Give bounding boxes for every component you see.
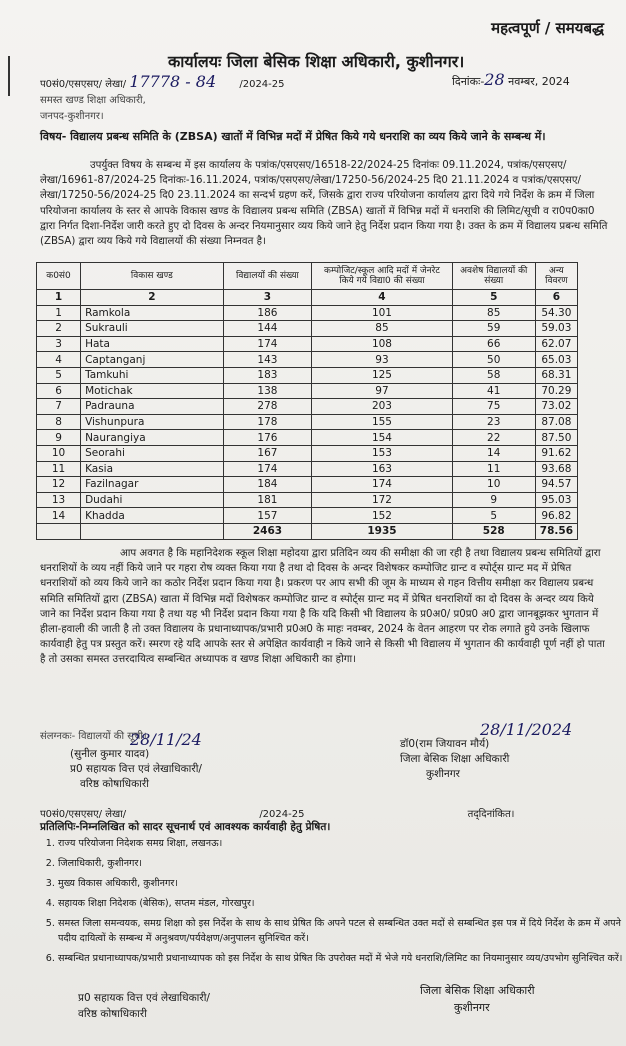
- table-cell: 278: [223, 399, 312, 415]
- table-cell: Tamkuhi: [81, 367, 224, 383]
- col-num: 4: [312, 290, 452, 306]
- table-cell: Padrauna: [81, 399, 224, 415]
- table-cell: 11: [37, 461, 81, 477]
- sig-left-name: (सुनील कुमार यादव): [70, 748, 150, 760]
- table-cell: 3: [37, 336, 81, 352]
- ref-prefix: प0सं0/एसएसए/ लेखा/: [40, 79, 127, 90]
- ref2-prefix: प0सं0/एसएसए/ लेखा/: [40, 809, 127, 820]
- table-cell: 174: [223, 461, 312, 477]
- total-cell: 2463: [223, 523, 312, 539]
- table-cell: 70.29: [535, 383, 577, 399]
- table-cell: 176: [223, 430, 312, 446]
- table-cell: 87.08: [535, 414, 577, 430]
- table-cell: 2: [37, 321, 81, 337]
- table-cell: 181: [223, 492, 312, 508]
- table-cell: 58: [452, 367, 535, 383]
- footer-right-line1: जिला बेसिक शिक्षा अधिकारी: [420, 984, 535, 997]
- table-cell: Fazilnagar: [81, 477, 224, 493]
- table-cell: 5: [452, 508, 535, 524]
- table-cell: 22: [452, 430, 535, 446]
- table-cell: 184: [223, 477, 312, 493]
- table-cell: 87.50: [535, 430, 577, 446]
- header-block: विकास खण्ड: [81, 263, 224, 290]
- table-cell: 93: [312, 352, 452, 368]
- list-item: 1. राज्य परियोजना निदेशक समग्र शिक्षा, लखनऊ।: [58, 836, 626, 851]
- table-cell: 8: [37, 414, 81, 430]
- table-cell: 10: [37, 445, 81, 461]
- table-cell: Kasia: [81, 461, 224, 477]
- table-cell: 93.68: [535, 461, 577, 477]
- col-num: 1: [37, 290, 81, 306]
- table-cell: Vishunpura: [81, 414, 224, 430]
- intro-paragraph: उपर्युक्त विषय के सम्बन्ध में इस कार्यालय के पत्रांक/एसएसए/16518-22/2024-25 दिनांकः 09.11.2024, पत्रांक/एसएसए/लेखा/16961-87/2024-25 दिनांकः-16.11.2024, पत्रांक/एसएसए/लेखा/17250-56/2024-25 दि0 21.11.2024 व पत्रांक/एसएसए/लेखा/17250-56/2024-25 दि0 23.11.2024 का सन्दर्भ ग्रहण करें, जिसके द्वारा राज्य परियोजना कार्यालय द्वारा दिये गये निर्देश के क्रम में जिला परियोजना कार्यालय के स्तर से आपके विकास खण्ड के विद्यालय प्रबन्ध समिति (ZBSA) खातों में विभिन्न मदों में धनराशि की लिमिट/सूची व रा0प0का0 द्वारा निर्गत दिशा-निर्देश जारी करते हुए दो दिवस के अन्दर नियमानुसार व्यय किये जाने हेतु निर्देश प्रदान किया गया है। उक्त के क्रम में विद्यालय प्रबन्ध समिति (ZBSA) द्वारा व्यय किये गये विद्यालयों की संख्या निम्नवत है।: [40, 160, 608, 248]
- table-cell: Seorahi: [81, 445, 224, 461]
- table-row: [37, 367, 578, 383]
- sig-right-name: डॉ0(राम जियावन मौर्य): [400, 738, 490, 750]
- table-cell: 155: [312, 414, 452, 430]
- total-cell: [81, 523, 224, 539]
- table-row: [37, 492, 578, 508]
- date-day: 28: [484, 70, 505, 89]
- table-cell: 91.62: [535, 445, 577, 461]
- copy-list: [40, 836, 626, 971]
- addressee-line1: समस्त खण्ड शिक्षा अधिकारी,: [40, 95, 146, 106]
- table-cell: Sukrauli: [81, 321, 224, 337]
- table-row: [37, 445, 578, 461]
- table-header-row: [37, 263, 578, 290]
- table-row: [37, 321, 578, 337]
- subject: विषय- विद्यालय प्रबन्ध समिति के (ZBSA) खातों में विभिन्न मदों में प्रेषित किये गये धनराशि का व्यय किये जाने के सम्बन्ध में।: [40, 130, 546, 143]
- table-cell: 167: [223, 445, 312, 461]
- table-cell: 65.03: [535, 352, 577, 368]
- col-num: 3: [223, 290, 312, 306]
- table-cell: 14: [452, 445, 535, 461]
- table-cell: 154: [312, 430, 452, 446]
- table-cell: 23: [452, 414, 535, 430]
- table-cell: 186: [223, 305, 312, 321]
- signature-right: [400, 720, 573, 782]
- table-cell: 4: [37, 352, 81, 368]
- sig-right-designation: जिला बेसिक शिक्षा अधिकारी: [400, 753, 510, 765]
- ref2-date: तद्‌दिनांकित।: [467, 809, 515, 820]
- ref-number: 17778 - 84: [129, 72, 217, 91]
- table-cell: 85: [452, 305, 535, 321]
- enclosure-note: संलग्नकः- विद्यालयों की सूची।: [40, 731, 147, 742]
- table-cell: 12: [37, 477, 81, 493]
- table-cell: Hata: [81, 336, 224, 352]
- reference-line-2: [40, 806, 514, 820]
- header-schools: विद्यालयों की संख्या: [223, 263, 312, 290]
- table-cell: 59.03: [535, 321, 577, 337]
- table-cell: 183: [223, 367, 312, 383]
- table-cell: 10: [452, 477, 535, 493]
- footer-right: [420, 982, 535, 1016]
- col-num: 6: [535, 290, 577, 306]
- table-cell: 73.02: [535, 399, 577, 415]
- table-cell: 66: [452, 336, 535, 352]
- sig-left-designation2: वरिष्ठ कोषाधिकारी: [80, 778, 149, 790]
- ref-suffix: /2024-25: [239, 79, 285, 90]
- table-cell: 97: [312, 383, 452, 399]
- header-generated: कम्पोजिट/स्कूल आदि मदों में जेनरेट किये गये विद्या0 की संख्या: [312, 263, 452, 290]
- table-row: [37, 383, 578, 399]
- list-item: 2. जिलाधिकारी, कुशीनगर।: [58, 856, 626, 871]
- copy-heading: प्रतिलिपिः-निम्नलिखित को सादर सूचनार्थ एवं आवश्यक कार्यवाही हेतु प्रेषित।: [40, 821, 331, 833]
- list-item: 5. समस्त जिला समन्वयक, समग्र शिक्षा को इस निर्देश के साथ के साथ प्रेषित कि अपने पटल से सम्बन्धित उक्त मदों से सम्बन्धित इस पत्र में दिये निर्देश के क्रम में अपने पदीय दायित्वों के सम्बन्ध में अनुश्रवण/पर्यवेक्षण/अनुपालन सुनिश्चित करें।: [58, 916, 626, 946]
- table-cell: 11: [452, 461, 535, 477]
- table-cell: 152: [312, 508, 452, 524]
- table-cell: 101: [312, 305, 452, 321]
- table-cell: 108: [312, 336, 452, 352]
- table-cell: 174: [312, 477, 452, 493]
- table-cell: Khadda: [81, 508, 224, 524]
- letter-date: [452, 70, 570, 89]
- table-cell: 203: [312, 399, 452, 415]
- sig-right-place: कुशीनगर: [426, 768, 460, 780]
- footer-left: [78, 990, 210, 1022]
- col-num: 5: [452, 290, 535, 306]
- table-cell: 9: [37, 430, 81, 446]
- date-suffix: नवम्बर, 2024: [508, 75, 570, 88]
- date-prefix: दिनांकः-: [452, 75, 485, 88]
- office-title: कार्यालयः जिला बेसिक शिक्षा अधिकारी, कुशीनगर।: [168, 52, 465, 71]
- table-cell: Motichak: [81, 383, 224, 399]
- table-cell: 143: [223, 352, 312, 368]
- total-cell: 1935: [312, 523, 452, 539]
- table-row: [37, 399, 578, 415]
- table-row: [37, 305, 578, 321]
- table-cell: 41: [452, 383, 535, 399]
- total-cell: [37, 523, 81, 539]
- table-cell: 1: [37, 305, 81, 321]
- sig-left-handwritten-date: 28/11/24: [130, 730, 202, 749]
- table-cell: 54.30: [535, 305, 577, 321]
- header-remaining: अवशेष विद्यालयों की संख्या: [452, 263, 535, 290]
- addressee-line2: जनपद-कुशीनगर।: [40, 111, 104, 122]
- table-row: [37, 430, 578, 446]
- footer-right-line2: कुशीनगर: [454, 1001, 490, 1014]
- table-cell: Captanganj: [81, 352, 224, 368]
- column-number-row: [37, 290, 578, 306]
- table-cell: 96.82: [535, 508, 577, 524]
- table-cell: 75: [452, 399, 535, 415]
- list-item: 6. सम्बन्धित प्रधानाध्यापक/प्रभारी प्रधानाध्यापक को इस निर्देश के साथ प्रेषित कि उपरोक्त मदों में भेजे गये धनराशि/लिमिट का नियमानुसार व्यय/उपभोग सुनिश्चित करें।: [58, 951, 626, 966]
- table-cell: 14: [37, 508, 81, 524]
- table-cell: 94.57: [535, 477, 577, 493]
- table-cell: 174: [223, 336, 312, 352]
- table-row: [37, 336, 578, 352]
- table-cell: 138: [223, 383, 312, 399]
- table-row: [37, 508, 578, 524]
- table-cell: 6: [37, 383, 81, 399]
- table-cell: 62.07: [535, 336, 577, 352]
- sig-right-handwritten-date: 28/11/2024: [480, 720, 573, 739]
- table-cell: Dudahi: [81, 492, 224, 508]
- table-cell: Naurangiya: [81, 430, 224, 446]
- table-cell: Ramkola: [81, 305, 224, 321]
- reference-line: [40, 72, 285, 91]
- footer-left-line1: प्र0 सहायक वित्त एवं लेखाधिकारी/: [78, 992, 210, 1004]
- table-cell: 50: [452, 352, 535, 368]
- table-cell: 163: [312, 461, 452, 477]
- header-other: अन्य विवरण: [535, 263, 577, 290]
- ref2-suffix: /2024-25: [259, 809, 305, 820]
- table-cell: 85: [312, 321, 452, 337]
- table-cell: 68.31: [535, 367, 577, 383]
- table-cell: 153: [312, 445, 452, 461]
- list-item: 4. सहायक शिक्षा निदेशक (बेसिक), सप्तम मंडल, गोरखपुर।: [58, 896, 626, 911]
- table-cell: 157: [223, 508, 312, 524]
- table-cell: 9: [452, 492, 535, 508]
- table-row: [37, 414, 578, 430]
- table-cell: 59: [452, 321, 535, 337]
- table-row: [37, 477, 578, 493]
- schools-table: [36, 262, 578, 540]
- list-item: 3. मुख्य विकास अधिकारी, कुशीनगर।: [58, 876, 626, 891]
- table-row: [37, 352, 578, 368]
- table-cell: 5: [37, 367, 81, 383]
- col-num: 2: [81, 290, 224, 306]
- total-cell: 528: [452, 523, 535, 539]
- table-cell: 172: [312, 492, 452, 508]
- table-cell: 7: [37, 399, 81, 415]
- table-cell: 144: [223, 321, 312, 337]
- table-cell: 13: [37, 492, 81, 508]
- table-cell: 125: [312, 367, 452, 383]
- table-row: [37, 461, 578, 477]
- sig-left-designation1: प्र0 सहायक वित्त एवं लेखाधिकारी/: [70, 763, 202, 775]
- table-total-row: [37, 523, 578, 539]
- table-cell: 95.03: [535, 492, 577, 508]
- table-cell: 178: [223, 414, 312, 430]
- footer-left-line2: वरिष्ठ कोषाधिकारी: [78, 1008, 147, 1020]
- margin-mark: [8, 56, 10, 96]
- body-paragraph: आप अवगत है कि महानिदेशक स्कूल शिक्षा महोदया द्वारा प्रतिदिन व्यय की समीक्षा की जा रही है तथा विद्यालय प्रबन्ध समितियों द्वारा धनराशियों के व्यय नहीं किये जाने पर गहरा रोष व्यक्त किया गया है तथा दो दिवस के अन्दर विशेषकर कम्पोजिट ग्रान्ट व स्पोर्ट्स ग्रान्ट मद में प्रेषित धनराशियों को व्यय किये जाने का कठोर निर्देश प्रदान किया गया है। प्रकरण पर आप सभी की जूम के माध्यम से गहन वित्तीय समीक्षा कर विद्यालय प्रबन्ध समिति समितियों द्वारा (ZBSA) खाता में विभिन्न मदों विशेषकर कम्पोजिट ग्रान्ट व स्पोर्ट्स ग्रान्ट मद में प्रेषित धनराशियों का दो दिवस के अन्दर व्यय किये जाने का निर्देश प्रदान किया गया है तथा यह भी निर्देश प्रदान किया गया है कि यदि किसी भी विद्यालय के प्र0अ0/ प्र0प्र0 अ0 द्वारा जानबूझकर भुगतान में हीला-हवाली की जाती है तो उक्त विद्यालय के प्रधानाध्यापक/प्रभारी प्र0अ0 के माहः नवम्बर, 2024 के वेतन आहरण पर रोक लगाते हुये उनके खिलाफ कार्यवाही हेतु पत्र प्रस्तुत करें। स्मरण रहे यदि आपके स्तर से अपेक्षित कार्यवाही न किये जाने से किसी भी विद्यालय में भुगतान की कार्यवाही पूर्ण नहीं हो पाता है तो उसका समस्त उत्तरदायित्व सम्बन्धित अध्यापक व खण्ड शिक्षा अधिकारी का होगा।: [40, 548, 605, 666]
- total-cell: 78.56: [535, 523, 577, 539]
- header-sno: क0सं0: [37, 263, 81, 290]
- urgent-label: महत्वपूर्ण / समयबद्ध: [491, 19, 604, 37]
